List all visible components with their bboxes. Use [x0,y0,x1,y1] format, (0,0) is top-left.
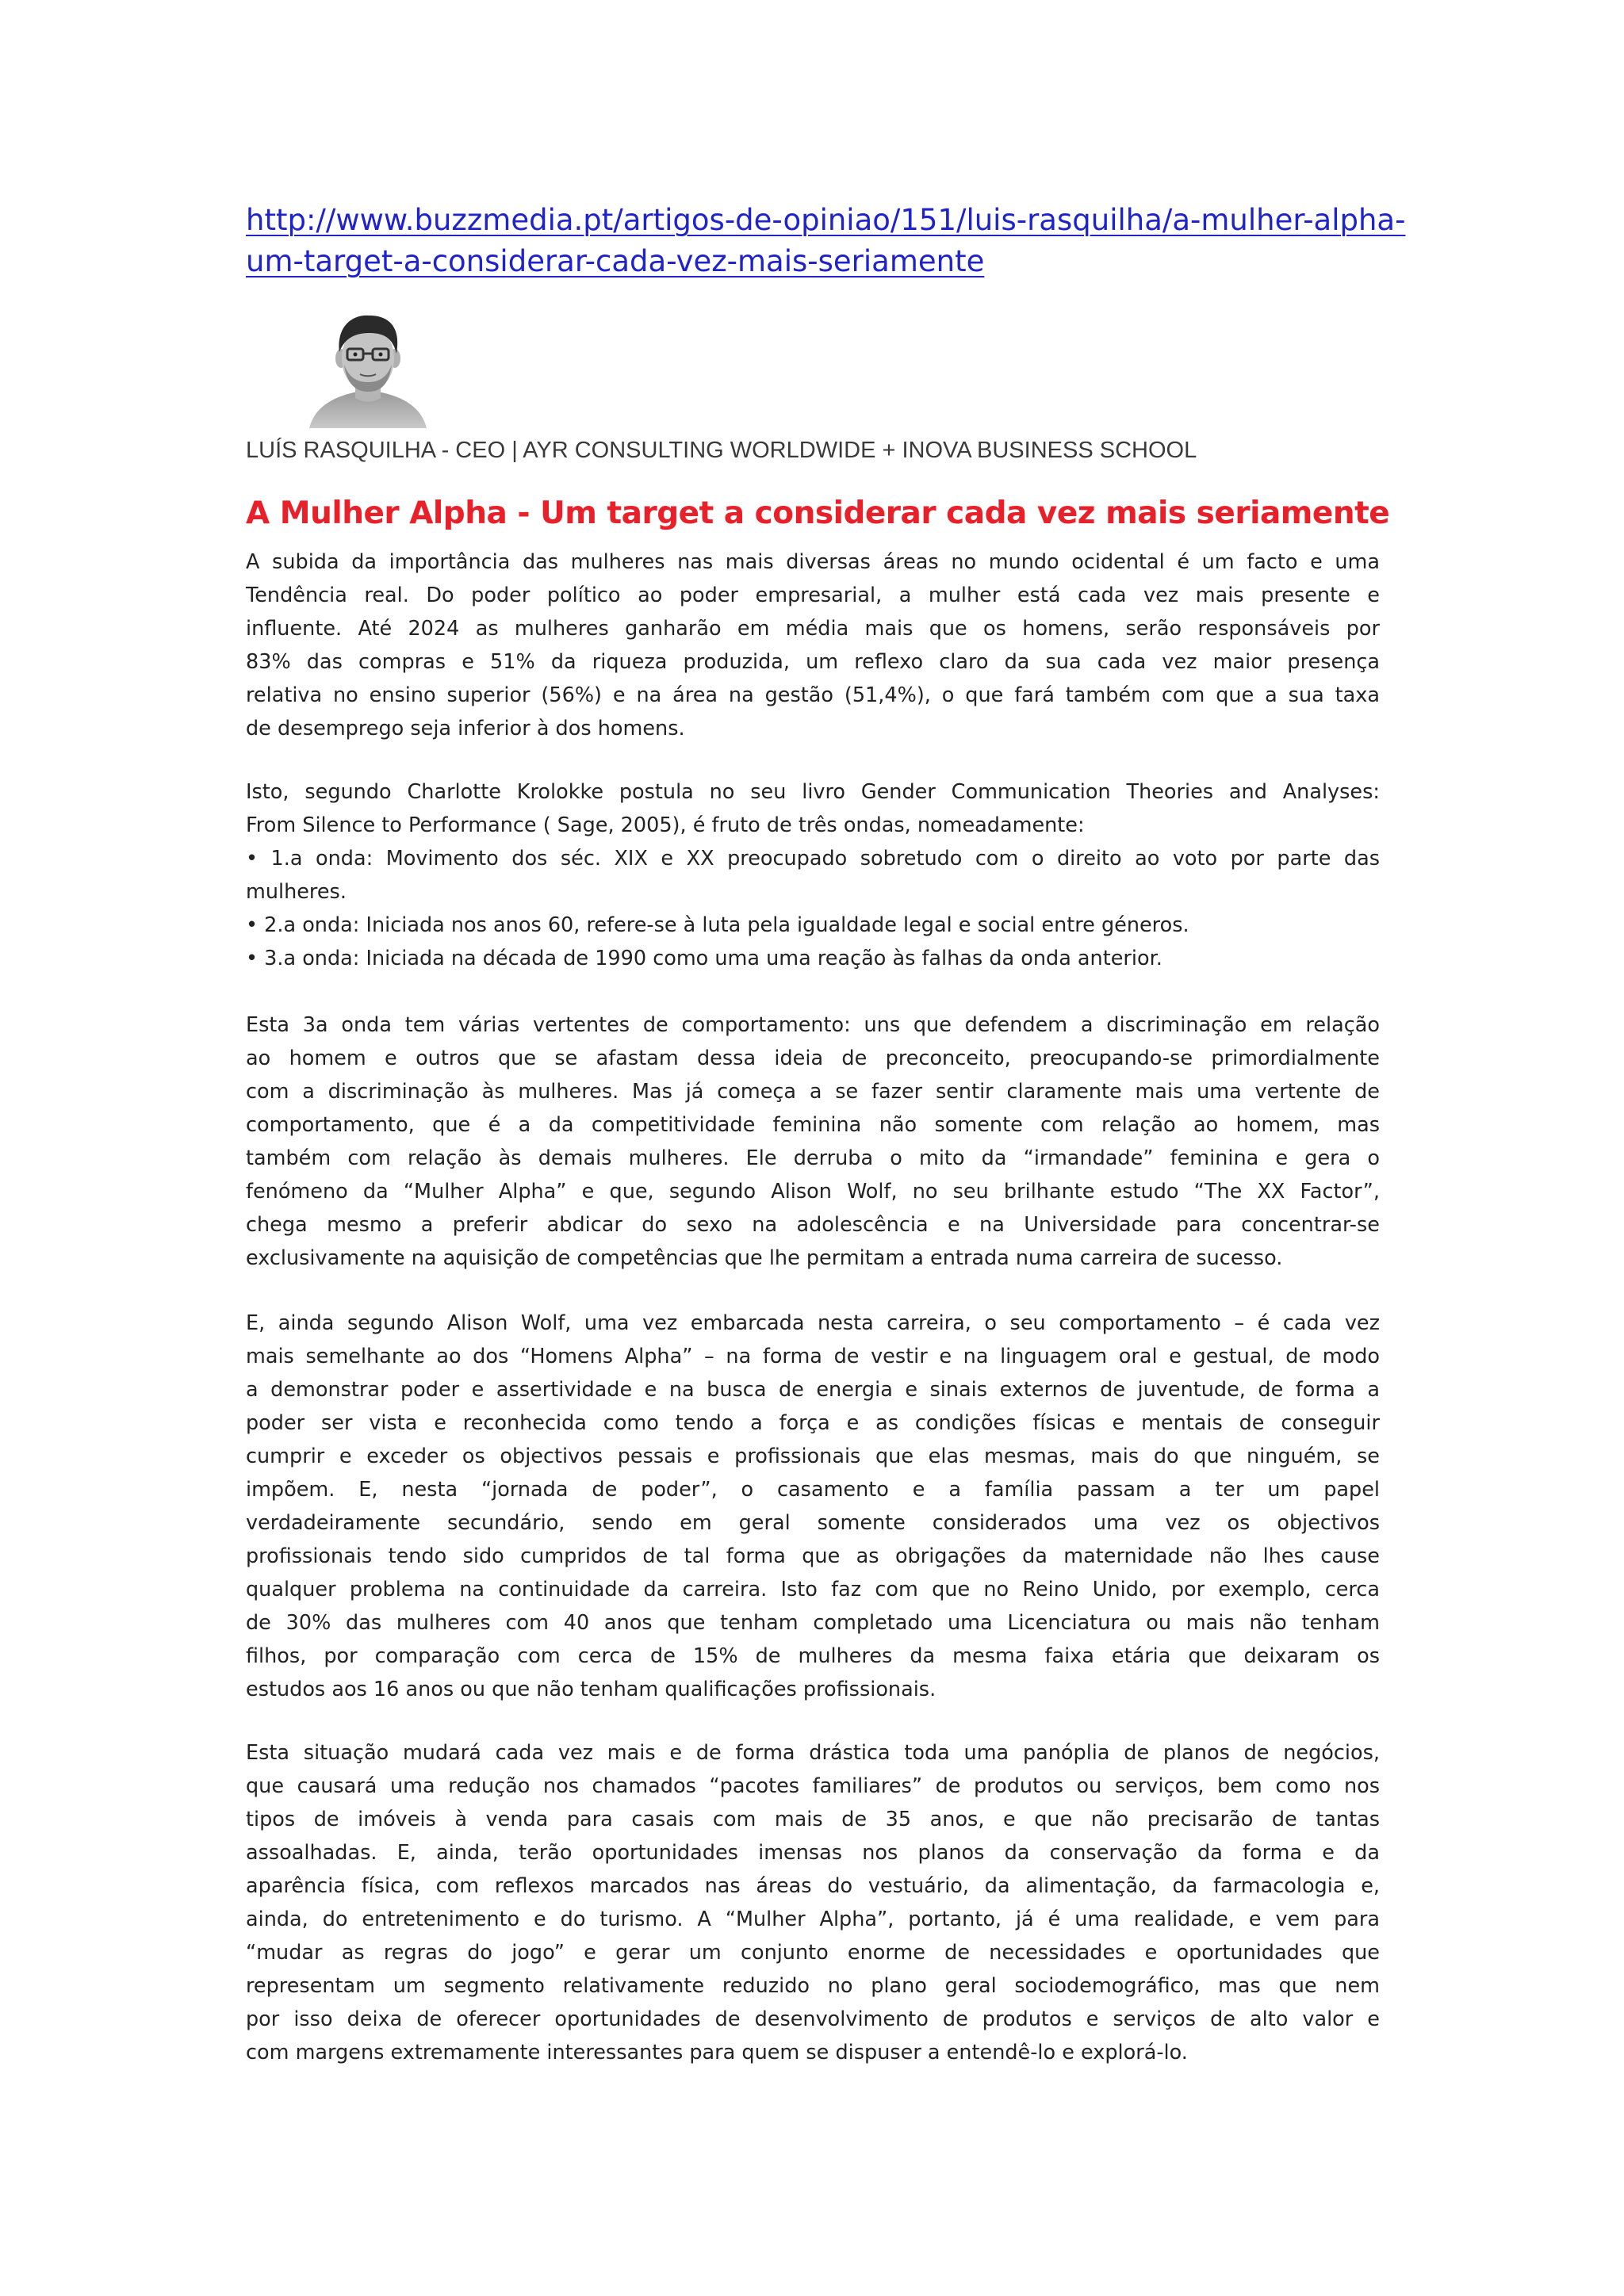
article-url-line-2[interactable]: um-target-a-considerar-cada-vez-mais-seriamente [246,244,985,278]
paragraph-line: com a discriminação às mulheres. Mas já começa a se fazer sentir claramente mais uma vertente de [246,1080,1380,1104]
paragraph [246,1008,1380,1275]
author-photo [309,309,427,428]
paragraph-line: comportamento, que é a da competitividade feminina não somente com relação ao homem, mas [246,1113,1380,1137]
paragraph-line: “mudar as regras do jogo” e gerar um conjunto enorme de necessidades e oportunidades que [246,1941,1380,1965]
paragraph-line: tipos de imóveis à venda para casais com mais de 35 anos, e que não precisarão de tantas [246,1808,1380,1831]
paragraph-line: filhos, por comparação com cerca de 15% de mulheres da mesma faixa etária que deixaram os [246,1644,1380,1668]
paragraph-line: E, ainda segundo Alison Wolf, uma vez embarcada nesta carreira, o seu comportamento – é cada vez [246,1311,1380,1335]
paragraph-line: mais semelhante ao dos “Homens Alpha” – na forma de vestir e na linguagem oral e gestual, de modo [246,1345,1380,1368]
paragraph-line: relativa no ensino superior (56%) e na área na gestão (51,4%), o que fará também com que a sua taxa [246,683,1380,707]
paragraph-line: cumprir e exceder os objectivos pessais e profissionais que elas mesmas, mais do que ninguém, se [246,1445,1380,1468]
article-url-link[interactable] [246,200,1406,282]
paragraph-line: Esta 3a onda tem várias vertentes de comportamento: uns que defendem a discriminação em relação [246,1013,1380,1037]
paragraph-line: estudos aos 16 anos ou que não tenham qualificações profissionais. [246,1678,936,1701]
paragraph-line: que causará uma redução nos chamados “pacotes familiares” de produtos ou serviços, bem como nos [246,1774,1380,1798]
paragraph-line: chega mesmo a preferir abdicar do sexo na adolescência e na Universidade para concentrar-se [246,1213,1380,1237]
paragraph-line: Isto, segundo Charlotte Krolokke postula no seu livro Gender Communication Theories and Analyses: [246,780,1380,804]
paragraph-line: de desemprego seja inferior à dos homens. [246,717,685,740]
author-byline: LUÍS RASQUILHA - CEO | AYR CONSULTING WORLDWIDE + INOVA BUSINESS SCHOOL [246,438,1197,463]
paragraph-line: de 30% das mulheres com 40 anos que tenham completado uma Licenciatura ou mais não tenham [246,1611,1380,1635]
article-title: A Mulher Alpha - Um target a considerar cada vez mais seriamente [246,496,1390,531]
paragraph-line: por isso deixa de oferecer oportunidades de desenvolvimento de produtos e serviços de alto valor e [246,2007,1380,2031]
paragraph-line: ainda, do entretenimento e do turismo. A “Mulher Alpha”, portanto, já é uma realidade, e vem para [246,1908,1380,1931]
paragraph-line: profissionais tendo sido cumpridos de tal forma que as obrigações da maternidade não lhes cause [246,1544,1380,1568]
paragraph-line: representam um segmento relativamente reduzido no plano geral sociodemográfico, mas que nem [246,1974,1380,1998]
paragraph-line: • 1.a onda: Movimento dos séc. XIX e XX preocupado sobretudo com o direito ao voto por parte das [246,847,1380,871]
paragraph-line: verdadeiramente secundário, sendo em geral somente considerados uma vez os objectivos [246,1511,1380,1535]
paragraph-line: aparência física, com reflexos marcados nas áreas do vestuário, da alimentação, da farmacologia e, [246,1874,1380,1898]
paragraph-line: exclusivamente na aquisição de competências que lhe permitam a entrada numa carreira de sucesso. [246,1246,1283,1270]
paragraph-line: 83% das compras e 51% da riqueza produzida, um reflexo claro da sua cada vez maior presença [246,650,1380,674]
paragraph-line: qualquer problema na continuidade da carreira. Isto faz com que no Reino Unido, por exemplo, cerca [246,1578,1380,1601]
paragraph [246,775,1380,975]
paragraph-line: ao homem e outros que se afastam dessa ideia de preconceito, preocupando-se primordialmente [246,1047,1380,1070]
paragraph-line: poder ser vista e reconhecida como tendo a força e as condições físicas e mentais de conseguir [246,1411,1380,1435]
paragraph-line: com margens extremamente interessantes para quem se dispuser a entendê-lo e explorá-lo. [246,2041,1188,2064]
paragraph-line: Tendência real. Do poder político ao poder empresarial, a mulher está cada vez mais presente e [246,584,1380,607]
paragraph-line: • 3.a onda: Iniciada na década de 1990 como uma uma reação às falhas da onda anterior. [246,947,1162,970]
paragraph [246,1736,1380,2069]
paragraph-line: mulheres. [246,880,347,904]
paragraph [246,1307,1380,1706]
article-url-line-1[interactable]: http://www.buzzmedia.pt/artigos-de-opiniao/151/luis-rasquilha/a-mulher-alpha- [246,203,1406,237]
paragraph-line: a demonstrar poder e assertividade e na busca de energia e sinais externos de juventude, de forma a [246,1378,1380,1402]
paragraph-line: impõem. E, nesta “jornada de poder”, o casamento e a família passam a ter um papel [246,1478,1380,1502]
paragraph-line: também com relação às demais mulheres. Ele derruba o mito da “irmandade” feminina e gera o [246,1146,1380,1170]
paragraph-line: assoalhadas. E, ainda, terão oportunidades imensas nos planos da conservação da forma e da [246,1841,1380,1865]
paragraph [246,545,1380,745]
paragraph-line: Esta situação mudará cada vez mais e de forma drástica toda uma panóplia de planos de negócios, [246,1741,1380,1765]
paragraph-line: influente. Até 2024 as mulheres ganharão em média mais que os homens, serão responsáveis por [246,617,1380,641]
paragraph-line: From Silence to Performance ( Sage, 2005), é fruto de três ondas, nomeadamente: [246,813,1085,837]
paragraph-line: A subida da importância das mulheres nas mais diversas áreas no mundo ocidental é um facto e uma [246,550,1380,574]
paragraph-line: • 2.a onda: Iniciada nos anos 60, refere-se à luta pela igualdade legal e social entre géneros. [246,913,1189,937]
paragraph-line: fenómeno da “Mulher Alpha” e que, segundo Alison Wolf, no seu brilhante estudo “The XX Factor”, [246,1180,1380,1203]
